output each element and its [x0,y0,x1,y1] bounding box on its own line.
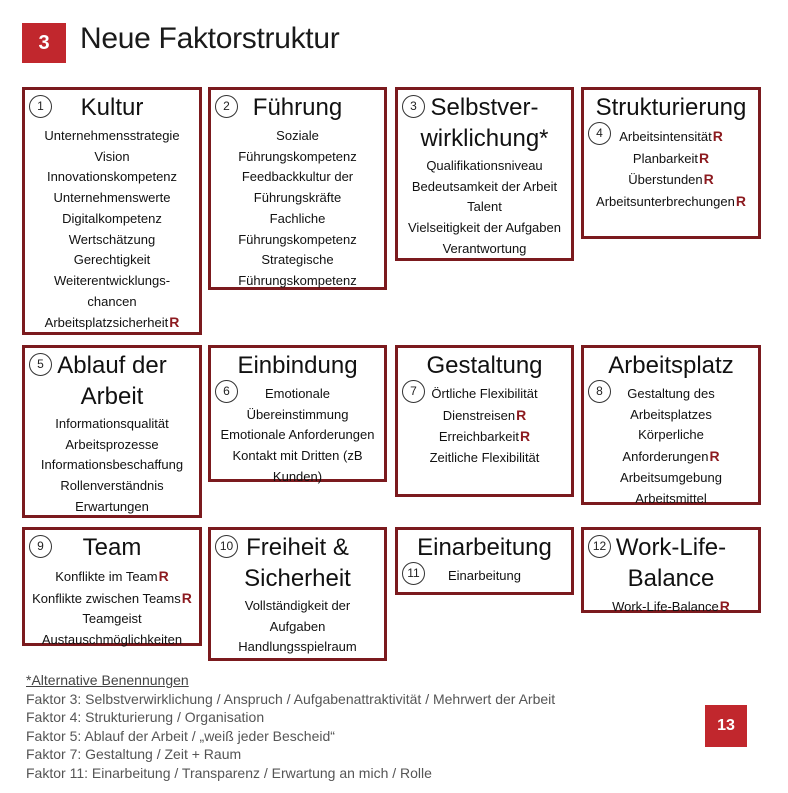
factor-item [211,271,384,292]
factor-item [211,617,384,638]
factor-title-line: Einbindung [237,352,358,379]
factor-box-9 [22,527,202,646]
factor-item-label: Talent [467,199,502,215]
factor-item-label: Informationsqualität [55,416,169,431]
factor-item [25,209,199,230]
factor-item [211,405,384,426]
footnote-line: Faktor 5: Ablauf der Arbeit / „weiß jeder Bescheid“ [26,727,335,744]
factor-item-label: Planbarkeit [632,150,698,166]
factor-item [398,566,571,587]
factor-item-label: Gestaltung des [627,386,715,401]
factor-title-line: Sicherheit [244,565,351,592]
factor-title-line: Strukturierung [595,94,747,121]
factor-item [584,384,758,405]
factor-item [25,250,199,271]
factor-item-label: Arbeitsplatzsicherheit [44,315,169,331]
factor-item-label: chancen [87,293,137,309]
factor-item-label: Vielseitigkeit der Aufgaben [408,220,561,236]
reverse-coded-marker: R [712,128,723,144]
factor-number-circle: 3 [402,95,425,118]
factor-title [584,350,758,381]
factor-item-label: Anforderungen [622,449,709,465]
factor-item-label: Strategische [261,252,334,268]
factor-title-line: Team [82,534,142,561]
factor-items [584,596,758,618]
factor-item-label: Weiterentwicklungs- [53,272,171,288]
factor-item-label: Teamgeist [82,611,142,627]
factor-item-label: Arbeitsplatzes [630,406,712,422]
factor-item [398,405,571,427]
factor-item [211,188,384,209]
factor-title-line: Work-Life- [615,534,727,561]
factor-title [211,350,384,381]
factor-number-circle: 12 [588,535,611,558]
factor-box-1 [22,87,202,335]
reverse-coded-marker: R [516,406,527,423]
factor-item [398,197,571,218]
factor-item [25,188,199,209]
factor-title-line: Führung [252,94,343,121]
factor-number-circle: 10 [215,535,238,558]
factor-box-5 [22,345,202,518]
factor-item-label: Aufgaben [269,618,326,634]
factor-box-11 [395,527,574,595]
factor-item [398,448,571,469]
factor-number-circle: 4 [588,122,611,145]
factor-title-line: Freiheit & [246,534,349,561]
factor-item [25,414,199,435]
factor-title [398,350,571,381]
footnote-line: Faktor 11: Einarbeitung / Transparenz / Erwartung an mich / Rolle [26,764,432,781]
factor-item [584,148,758,170]
factor-item-label: Arbeitsunterbrechungen [596,194,735,210]
reverse-coded-marker: R [698,149,710,166]
factor-item [25,147,199,168]
factor-item-label: Wertschätzung [68,231,156,247]
factor-item-label: Bedeutsamkeit der Arbeit [411,178,558,194]
factor-items [211,126,384,292]
factor-item [211,384,384,405]
factor-item-label: Arbeitsmittel [635,490,707,506]
factor-item-label: Emotionale Anforderungen [220,427,375,443]
footnote-line: Faktor 7: Gestaltung / Zeit + Raum [26,746,242,763]
factor-item-label: Feedbackkultur der [241,169,354,185]
factor-item-label: Dienstreisen [442,407,516,423]
factor-item [398,426,571,448]
page-title: Neue Faktorstruktur [80,22,340,55]
factor-item [211,467,384,488]
factor-item [25,435,199,456]
reverse-coded-marker: R [719,598,730,614]
factor-item [25,292,199,313]
factor-items [211,384,384,488]
factor-title-line: Arbeitsplatz [608,352,734,379]
factor-item [211,446,384,467]
factor-title-line: Balance [627,565,715,592]
factor-item [584,126,758,148]
factor-item-label: Rollenverständnis [60,478,164,494]
factor-item-label: Fachliche [269,210,326,226]
reverse-coded-marker: R [181,589,192,606]
factor-number-circle: 2 [215,95,238,118]
footnote-line: Faktor 3: Selbstverwirklichung / Anspruch / Aufgabenattraktivität / Mehrwert der Arbeit [26,690,556,707]
factor-box-4 [581,87,761,239]
reverse-coded-marker: R [709,448,720,465]
factor-item-label: Qualifikationsniveau [426,158,543,173]
factor-item-label: Erreichbarkeit [438,429,520,445]
factor-item [398,239,571,260]
section-number-badge: 3 [22,23,66,63]
factor-item [584,468,758,489]
factor-number-circle: 5 [29,353,52,376]
factor-item-label: Austauschmöglichkeiten [41,632,183,648]
factor-number-circle: 9 [29,535,52,558]
factor-box-10 [208,527,387,661]
factor-items [398,566,571,587]
factor-item-label: Erwartungen [75,498,149,514]
factor-item [211,126,384,147]
factor-number-circle: 11 [402,562,425,585]
factor-item [211,230,384,251]
factor-item [584,425,758,446]
factor-item [25,476,199,497]
factor-item-label: Vision [94,148,130,164]
footnote-line: Faktor 4: Strukturierung / Organisation [26,709,265,726]
factor-title-line: Einarbeitung [417,534,552,561]
factor-item-label: Konflikte im Team [55,569,158,584]
factor-item [584,446,758,468]
factor-item [398,177,571,198]
factor-box-2 [208,87,387,290]
factor-item-label: Zeitliche Flexibilität [429,450,540,466]
factor-items [398,156,571,260]
footnote-heading: *Alternative Benennungen [26,672,189,688]
reverse-coded-marker: R [520,428,531,445]
factor-item [25,167,199,188]
reverse-coded-marker: R [169,314,180,331]
factor-item [25,455,199,476]
factor-item-label: Führungskompetenz [238,148,357,164]
factor-item-label: Arbeitsumgebung [620,469,722,485]
factor-box-6 [208,345,387,482]
factor-items [25,414,199,518]
factor-number-circle: 6 [215,380,238,403]
factor-items [398,384,571,469]
factor-title-line: Selbstver- [430,94,539,121]
factor-item [25,609,199,630]
factor-items [584,126,758,213]
factor-items [584,384,758,509]
factor-item-label: Überstunden [628,172,703,188]
page-number-badge: 13 [705,705,747,747]
factor-number-circle: 8 [588,380,611,403]
factor-title-line: Arbeit [80,383,144,410]
factor-item-label: Konflikte zwischen Teams [32,590,181,606]
factor-item [398,156,571,177]
factor-item-label: Kontakt mit Dritten (zB [232,448,363,464]
factor-title [398,532,571,563]
reverse-coded-marker: R [703,171,714,188]
factor-box-12 [581,527,761,613]
factor-item [584,191,758,213]
factor-items [211,596,384,658]
factor-items [25,126,199,334]
factor-item-label: Gerechtigkeit [73,252,151,268]
factor-item [584,596,758,618]
factor-item [398,384,571,405]
factor-item-label: Emotionale [264,386,331,401]
factor-item-label: Arbeitsprozesse [65,436,159,452]
factor-item [211,147,384,168]
factor-item [211,425,384,446]
factor-item-label: Führungskräfte [253,190,342,206]
factor-title-line: Ablauf der [57,352,167,379]
factor-item-label: Vollständigkeit der [244,598,351,613]
factor-title-line: Kultur [80,94,144,121]
factor-item [25,312,199,334]
factor-item [584,489,758,510]
factor-item-label: Kunden) [272,468,323,484]
factor-item [25,126,199,147]
factor-item [25,630,199,651]
factor-item-label: Arbeitsintensität [619,129,712,144]
factor-item [211,596,384,617]
factor-item-label: Digitalkompetenz [62,210,162,226]
factor-item-label: Örtliche Flexibilität [431,386,538,401]
factor-title-line: wirklichung* [420,125,549,152]
factor-item-label: Führungskompetenz [238,231,357,247]
factor-item [398,218,571,239]
factor-item-label: Übereinstimmung [246,406,349,422]
factor-item [211,167,384,188]
factor-item [25,271,199,292]
factor-title-line: Gestaltung [426,352,543,379]
factor-number-circle: 7 [402,380,425,403]
factor-item [211,637,384,658]
factor-title [584,92,758,123]
reverse-coded-marker: R [158,568,169,584]
factor-item [211,209,384,230]
reverse-coded-marker: R [735,193,746,210]
factor-items [25,566,199,651]
factor-item-label: Verantwortung [442,240,527,256]
factor-item-label: Informationsbeschaffung [40,457,184,473]
factor-box-8 [581,345,761,505]
factor-box-7 [395,345,574,497]
factor-item [25,588,199,610]
factor-item-label: Körperliche [638,427,704,443]
factor-item-label: Unternehmenswerte [53,190,171,206]
factor-item [211,250,384,271]
alternative-names-footnote [26,671,555,783]
factor-item [25,566,199,588]
factor-item [584,169,758,191]
factor-number-circle: 1 [29,95,52,118]
factor-item [584,405,758,426]
factor-item [25,497,199,518]
factor-item-label: Führungskompetenz [238,272,357,288]
factor-item-label: Soziale [276,128,319,143]
factor-item-label: Innovationskompetenz [46,169,178,185]
factor-box-3 [395,87,574,261]
factor-item-label: Einarbeitung [448,568,521,583]
factor-item-label: Work-Life-Balance [612,599,719,614]
factor-item [25,230,199,251]
factor-item-label: Handlungsspielraum [238,639,357,655]
factor-item-label: Unternehmensstrategie [44,128,180,143]
